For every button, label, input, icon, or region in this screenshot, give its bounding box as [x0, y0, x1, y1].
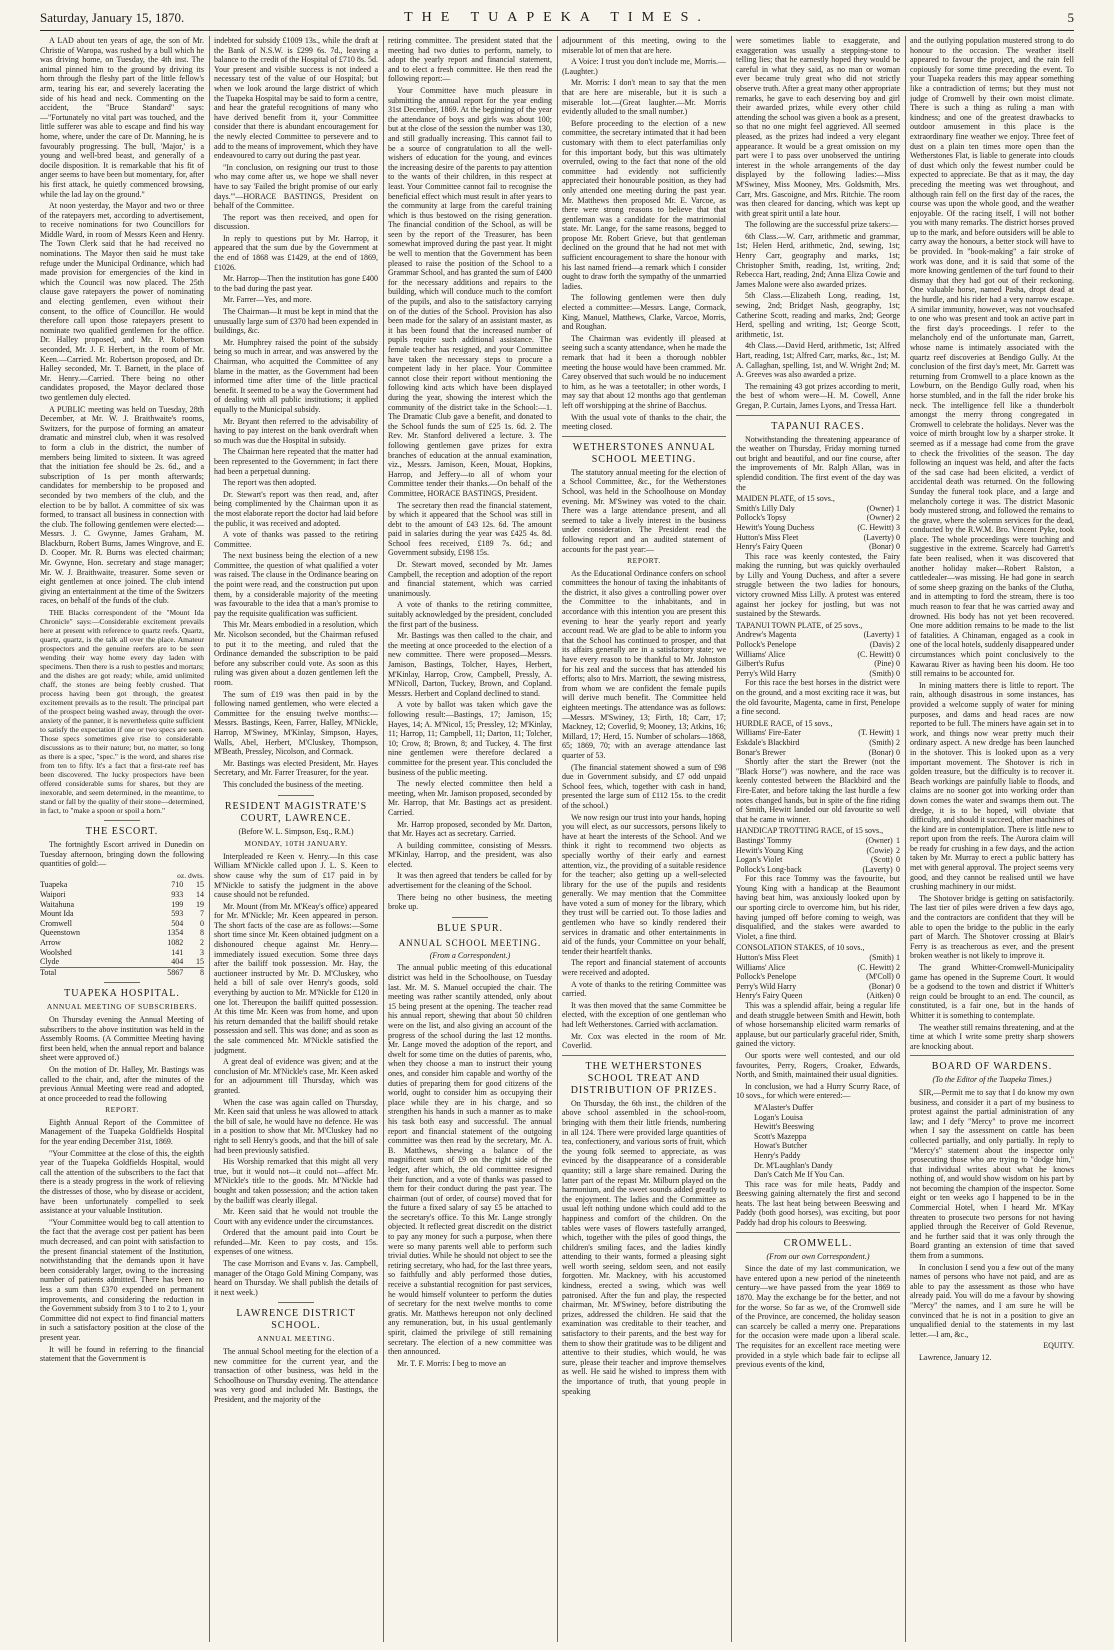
- escort-row-cell: 8: [183, 967, 204, 977]
- heading-blue-spur: BLUE SPUR.: [436, 922, 504, 934]
- race-entry: [736, 972, 900, 982]
- escort-row-cell: 15: [196, 957, 204, 967]
- escort-row: [40, 909, 204, 919]
- race-entry-cell: Andrew's Magenta: [736, 630, 797, 640]
- hospital-para: indebted for subsidy £1009 13s., while the draft at the Bank of N.S.W. is £299 6s. 7d., leaving a balance to the credit of the Hospital of £710 8s. 5d. Your present and visible success is not indeed a necessary test of the value of our Hospital; but when we look around the large district of which the Tuapeka Hospital may be said to form a centre, and hear the grateful recognitions of many who have derived benefit from it, your Committee consider that there is abundant encouragement for the newly elected Committee to persevere and to add to the means of improvement, which they have endeavoured to carry out during the past year.: [214, 36, 378, 161]
- escort-row: [40, 967, 204, 977]
- race-entry-cell: (Laverty): [863, 532, 894, 542]
- race-entry-cell: Pollock's Penelope: [736, 640, 797, 650]
- race-entry-cell: (Laverty): [862, 864, 893, 874]
- report-label: REPORT.: [627, 556, 661, 566]
- hospital-para: "Your Committee would beg to call attention to the fact that the average cost per patient has been much decreased, and can point with satisfaction to the present financial statement of the Institution, notwithstanding that the demands upon it have been considerably larger, owing to the increasing number of patients admitted. There has been no less a sum than £370 expended on permanent improvements, and considering the reduction in the Government subsidy from 3 to 1 to 2 to 1, your Committee did not expect to find financial matters in such a satisfactory position at the close of the present year.: [40, 1217, 204, 1342]
- race-results: [736, 504, 900, 552]
- escort-row-cell: 5867: [142, 967, 184, 977]
- court-para: Mr. Mount (from Mr. M'Keay's office) appeared for Mr. M'Nickle; Mr. Keen appeared in person. The short facts of the case are as follows:—Some short time since Mr. Keen obtained judgment on a dishonoured cheque against Mr. Henry—immediately issued execution. Some three days after the bailiff took possession. Mr. Hay, the auctioneer instructed by Mr. D. M'Cluskey, who held a bill of sale over Henry's goods, sold everything by auction to Mr. M'Nickle for £120 in one lot. Thereupon the bailiff quitted possession. At this time Mr. Keen was from home, and upon his return demanded that the bailiff should retake possession and sell. This was done; and as soon as the sale commenced Mr. M'Nickle satisfied the judgment.: [214, 901, 378, 1055]
- race-results: [736, 630, 900, 678]
- cromwell-para: In mining matters there is little to report. The rain, although disastrous in some instances, has provided a welcome supply of water for mining purposes, and dams and head races are now reported to be full. The miners have again set in to work, and things now wear pretty much their ordinary aspect. A new dredge has been launched in the shotover. This is looked upon as a very important movement. The Shotover is rich in golden treasure, but the difficulty is to recover it. Beach workings are painfully liable to floods, and claims are no sooner got into working order than down comes the water and swamps them out. The dredge, it is to be hoped, will obviate that difficulty, and should it succeed, other machines of the kind are in contemplation. There is little new to report upon from the reefs. The Aurora claim will be ready for crushing in a few days, and the action taken by Mr. Murray to erect a public battery has met with general approval. The project seems very good, and they cannot be realised until we have crushing machinery in our midst.: [910, 680, 1074, 892]
- race-entry-cell: 1: [896, 503, 900, 513]
- hospital-para: It will be found in referring to the financial statement that the Government is: [40, 1344, 204, 1364]
- heading-escort: THE ESCORT.: [85, 826, 159, 838]
- article-bull: A LAD about ten years of age, the son of Mr. Christie of Waropa, was rushed by a bull which he was driving home, on Tuesday, the 4th inst. The animal pinned him to the ground by driving its horn through the fleshy part of the little fellow's arm, tearing his ear, and severely lacerating the side of his head and neck. Commenting on the accident, the "Bruce Standard" says:—"Fortunately no vital part was touched, and the little sufferer was able to escape and find his way home, where, under the care of Dr. Manning, he is favourably progressing. The bull, 'Major,' is a young and well-bred beast, and generally of a docile disposition. It is remarkable that his fit of anger seems to have been but momentary, for, after his first attack, he quietly commenced browsing, while the lad lay on the ground.": [40, 36, 204, 199]
- hospital-para: The Chairman here repeated that the matter had been represented to the Government; in fact there had been a perpetual dunning.: [214, 447, 378, 476]
- race-title: CONSOLATION STAKES, of 10 sovs.,: [736, 943, 865, 953]
- race-entry: [736, 630, 900, 640]
- letter-signature: EQUITY.: [1043, 1341, 1074, 1351]
- escort-row: [40, 919, 204, 929]
- divider: [278, 1302, 314, 1303]
- race-entry-cell: (Davis): [869, 640, 894, 650]
- divider: [736, 1232, 900, 1233]
- escort-row: [40, 880, 204, 890]
- wetherstones-para: We now resign our trust into your hands, hoping you will elect, as our successors, persons likely to have at heart the interests of the School. And we think it right to recommend two objects as specially worthy of their early and earnest attention, viz., the providing of a suitable residence for the teacher; also getting up a well-selected library for the use of the pupils and residents generally. We may mention that the Committee have voted a sum of money for the library, which they trust will be carried out. To those ladies and gentlemen who have so kindly rendered their services in dramatic and other entertainments in aid of the funds, your Committee on your behalf, tender their heartfelt thanks.: [562, 812, 726, 956]
- column-rule: [209, 36, 210, 1642]
- escort-row-cell: 2: [200, 937, 204, 947]
- race-entry-cell: 2: [896, 737, 900, 747]
- school-para: A building committee, consisting of Messrs. M'Kinlay, Harrop, and the president, was also elected.: [388, 840, 552, 869]
- school-para: The annual School meeting for the election of a new committee for the current year, and the transaction of other business, was held in the Schoolhouse on Thursday evening. The attendance was very good and included Mr. Bastings, the President, and the majority of the: [214, 1347, 378, 1404]
- prize-list: 4th Class.—David Herd, arithmetic, 1st; Alfred Hart, reading, 1st; Alfred Carr, marks, &c., 1st; M. A. Callaghan, spelling, 1st, and W. Wright 2nd; M. A. Greeves was also awarded a prize.: [736, 341, 900, 380]
- race-entry-cell: (C. Hewitt): [857, 522, 894, 532]
- escort-row-cell: Waitahuna: [40, 899, 75, 909]
- school-para: The newly elected committee then held a meeting, when Mr. Jamison proposed, seconded by Mr. Harrop, that Mr. Bastings act as president. Carried.: [388, 779, 552, 817]
- hospital-para: On Thursday evening the Annual Meeting of subscribers to the above institution was held in the Assembly Rooms. (A Committee Meeting having first been held, when the annual report and balance sheet were approved of.): [40, 1014, 204, 1063]
- race-entry-cell: (Bonar): [868, 747, 894, 757]
- column-rule: [905, 36, 906, 1642]
- blue-spur-para: The annual public meeting of this educational district was held in the Schoolhouse, on Tuesday last. Mr. M. S. Manuel occupied the chair. The meeting was rather scantily attended, only about 15 being present at the opening. The teacher read his annual report, shewing that about 50 children were on the list, and also giving an account of the progress of the school during the last 12 months. Mr. Lange moved the adoption of the report, and dwelt for some time on the duties of parents, who, when they choose a man to instruct their young ones, and consider him capable and worthy of the duties of preparing them for good citizens of the world, ought to consider him as occupying their place while they are in his charge, and so strengthen his hands in such a manner as to make his task both easy and successful. The annual report and financial statement of the outgoing committee was then read by the secretary, Mr. A. B. Matthews, shewing a balance of the magnificent sum of £9 on the right side of the ledger, after which, the old committee resigned their function, and a vote of thanks was passed to them for their conduct during the past year. The chairman (out of order, of course) moved that for the future a fixed salary of say £5 be attached to the secretary's office. To this Mr. Lange strongly objected. It reflected great discredit on the district to pay any money for such a purpose, when there were so many parents well able to perform such trivial duties. While he should not object to see the retiring secretary, who had, for the last three years, so faithfully and ably performed those duties, receive a substantial recognition for past services, he would himself volunteer to perform the duties of secretary for the next twelve months to come gratis. Mr. Matthews hereupon not only declined any remuneration, but, in his usual gentlemanly spirit, claimed the privilege of still remaining secretary. The election of a new committee was then announced.: [388, 963, 552, 1357]
- editor-note: (To the Editor of the Tuapeka Times.): [932, 1075, 1052, 1085]
- race-entry-cell: 1: [896, 953, 900, 963]
- race-entry-cell: Hutton's Miss Fleet: [736, 532, 799, 542]
- race-entry-cell: (M'Coll): [866, 972, 894, 982]
- race-entry-cell: Perry's Wild Harry: [736, 981, 797, 991]
- race-entry: [736, 748, 900, 758]
- hospital-para: The next business being the election of a new Committee, the question of what qualified a voter was raised. The clause in the Ordinance bearing on the point were read, and the construction put upon them, by a considerable majority of the meeting was favourable to the idea that a man's promise to pay the requisite qualification was sufficient.: [214, 551, 378, 618]
- escort-row-cell: Total: [40, 967, 142, 977]
- race-entry-cell: (T. Hewitt): [858, 728, 894, 738]
- heading-lawrence-school: LAWRENCE DISTRICT SCHOOL.: [236, 1308, 356, 1332]
- races-para: This race was for mile heats, Paddy and Beeswing gaining alternately the first and second heats. The last heat being between Beeswing and Paddy (both good horses), was exciting, but poor Paddy had drop his colours to Beeswing.: [736, 1179, 900, 1228]
- escort-row-cell: 15: [196, 880, 204, 890]
- hospital-para: "Your Committee at the close of this, the eighth year of the Tuapeka Goldfields Hospital, would call the attention of the subscribers to the fact that there is a steady progress in the work of relieving the distresses of those, who by disease or accident, have been unfortunately compelled to seek assistance at your valuable Institution.: [40, 1148, 204, 1216]
- race-title: TAPANUI TOWN PLATE, of 25 sovs.,: [736, 620, 863, 630]
- race-entry: [736, 728, 900, 738]
- race-entry: [736, 523, 900, 533]
- escort-row-cell: 199: [171, 899, 184, 909]
- school-para: Dr. Stewart moved, seconded by Mr. James Campbell, the reception and adoption of the report and financial statement, which was carried unanimously.: [388, 560, 552, 598]
- escort-row-cell: 593: [171, 909, 184, 919]
- race-entry-cell: (Owner): [866, 513, 894, 523]
- scurry-entry: Henry's Paddy: [754, 1150, 801, 1160]
- race-entry: [736, 513, 900, 523]
- race-entry: [736, 738, 900, 748]
- escort-row-cell: Clyde: [40, 957, 60, 967]
- page-number: 5: [1067, 10, 1074, 25]
- divider: [562, 436, 726, 437]
- races-para: Our sports were well contested, and our old favourites, Perry, Rogers, Croaker, Edwards, North, and Smith, maintained their usual dignities.: [736, 1050, 900, 1080]
- race-title: HURDLE RACE, of 15 sovs.,: [736, 718, 833, 728]
- school-para: A vote by ballot was taken which gave the following result:—Bastings, 17; Jamison, 15; Hayes, 14; A. M'Nicol, 15; Pressley, 12; M'Kinlay, 11; Harrop, 11; Campbell, 11; Darton, 11; Tolcher, 10; Crow, 8; Brown, 8; and Tuckey, 4. The first nine gentlemen were therefore declared a committee for the present year. This concluded the business of the public meeting.: [388, 700, 552, 777]
- race-entry-cell: Hewitt's Young Duchess: [736, 522, 815, 532]
- article-nominations: At noon yesterday, the Mayor and two or three of the ratepayers met, according to advertisement, to receive nominations for two Councillors for Middle Ward, in room of Messrs Keen and Henry. The Town Clerk said that he had received no nominations. The Mayor then said he must take refuge under the Municipal Ordinance, which had made provision for emergencies of the kind in which the Council was now placed. The 25th clause gave ratepayers the power of nominating and electing gentlemen, even without their consent, to the office of Councillor. He would therefore call upon those ratepayers present to nominate two qualified gentlemen for the office. Dr. Halley proposed, and Mr. P. Robertson seconded, Mr. J. F. Herbert, in the room of Mr. Keen.—Carried. Mr. Robertson proposed, and Dr. Halley seconded, Mr. T. Barnett, in the place of Mr. Henry.—Carried. There being no other candidates proposed, the Mayor declared those two gentlemen duly elected.: [40, 201, 204, 402]
- court-para: A great deal of evidence was given; and at the conclusion of Mr. M'Nickle's case, Mr. Keen asked for an adjournment till Thursday, which was granted.: [214, 1057, 378, 1095]
- divider: [104, 820, 140, 821]
- court-para: The case Morrison and Evans v. Jas. Campbell, manager of the Otago Gold Mining Company, was heard on Thursday. We shall publish the details of it next week.): [214, 1259, 378, 1297]
- escort-row-cell: 3: [200, 947, 204, 957]
- scurry-entry: M'Alaster's Duffer: [754, 1102, 814, 1112]
- escort-row: [40, 890, 204, 900]
- blue-spur-para: With the usual vote of thanks to the chair, the meeting closed.: [562, 412, 726, 432]
- race-entry-cell: Hutton's Miss Fleet: [736, 953, 799, 963]
- cromwell-para: and the outlying population mustered strong to do honour to the occasion. The weather itself appeared to favour the project, and the rain fell copiously for some time preceding the event. To your Tuapeka readers this may appear something like a contradiction of terms; but they must not judge of Cromwell by their own moist climate. There is such a thing as ruling a man with kindness; and one of the greatest drawbacks to outdoor amusement in this place is the extraordinary fine weather we enjoy. Three feet of dust on a plain ten times more open than the Wetherstones Flat, is liable to generate into clouds of dust which only the fewest number could be expected to appreciate. Be that as it may, the day preceding the meeting was wet throughout, and although rain fell on the first day of the races, the course was upon the whole good, and the weather enjoyable. Of the racing itself, I will not bother you with many remarks. The district horses proved up to the mark, and before outsiders will be able to carry away the honours, a better stock will have to be provided. In "book-making" a fair stroke of work was done, and it is said that some of the more knowing gentlemen of the turf found to their dismay that they had got out of their reckoning. One valuable horse, named Pasha, dropt dead at the hurdle, and his rider had a very narrow escape. A similar immunity, however, was not vouchsafed to one who was present and took an active part in the first day's proceedings. I refer to the melancholy end of the unfortunate man, Garrett, whose name is intimately associated with the quartz reef discoveries at Bendigo Gully. At the conclusion of the first day's meet, Mr. Garrett was returning from Cromwell to a place known as the Lowburn, on the Bendigo Gully road, when his horse stumbled, and in the fall the rider broke his neck. The intelligence fell like a thunderbolt amongst the merry throng congregated in Cromwell to celebrate the holidays. Never was the voice of mirth brought low by a sharper stroke. It seemed as if a message had come from the grave to check the frivolities of the season. The day following an inquest was held, and after the facts of the sad case had been elicited, a verdict of accidental death was returned. On the following Sunday the funeral took place, and a large and melancholy cortege it was. The district Masonic body mustered strong, and followed the remains to the grave, where the solemn services for the dead, conducted by the R.W.M. Bro. Vincent Pyke, took place. The whole proceedings were touching and suggestive in the extreme. Scarcely had Garrett's fate been realised, when it was discovered that another holiday maker—Robert Ralston, a cattledealer—was missing. He had gone in search of some sheep grazing on the banks of the Clutha, and in attempting to ford the stream, there is too much reason to fear that he was carried away and drowned. His body has not yet been recovered. One more addition remains to be made to the list of fatalities. A Chinaman, engaged as a cook in one of the local hotels, suddenly disappeared under circumstances which point conclusively to the Kawarau River as having been his doom. He too still remains to be accounted for.: [910, 36, 1074, 679]
- wetherstones-para: It was then moved that the same Committee be elected, with the exception of one gentleman who had left Wetherstones. Carried with acclamation.: [562, 1000, 726, 1029]
- school-para: Your Committee have much pleasure in submitting the annual report for the year ending 31st December, 1869. At the beginning of the year the attendance of boys and girls was about 100; but at the close of the session the number was 130, and still gradually increasing. This cannot fail to be a source of congratulation to all the well-wishers of education for the young, and evinces the increasing desire of the parents to pay attention to the wants of their children, in this respect at least. Your Committee cannot fail to recognise the beneficial effect which must result in after years to the community at large from the careful training which is thus bestowed on the rising generation. The financial condition of the School, as will be seen by the report of the Treasurer, has been somewhat improved during the past year. It might be well to mention that the Government has been pleased to raise the position of the School to a Grammar School, and has granted the sum of £400 for the necessary additions and repairs to the building, which will conduce much to the comfort of the pupils, and also to the satisfactory carrying on of the duties of the School. Provision has also been made for the salary of an assistant master, as it has been found that the increased number of pupils require such additional assistance. The female teacher has resigned, and your Committee have taken the necessary steps to procure a competent lady in her place. Your Committee cannot close their report without mentioning the following kind acts which have been displayed during the year, showing the interest which the community of the district take in the School:—1. The Dramatic Club gave a benefit, and donated to the School funds the sum of £25 1s. 6d. 2. The Rev. Mr. Stanford delivered a lecture. 3. The following gentlemen gave prizes for extra branches of education at the annual examination, viz., Messrs. Jamison, Keen, Mouat, Hopkins, Harrop, and Jeffery—to all of whom your Committee tender their thanks.—On behalf of the Committee, HORACE BASTINGS, President.: [388, 85, 552, 498]
- race-entry-cell: Pollock's Topsy: [736, 513, 787, 523]
- races-para: For this race the best horses in the district were on the ground, and a most exciting race it was, but the old favourite, Magenta, came in first, Penelope a fine second.: [736, 678, 900, 717]
- race-entry-cell: Hewitt's Young King: [736, 845, 804, 855]
- escort-row-cell: 7: [200, 909, 204, 919]
- escort-row-cell: 141: [171, 947, 184, 957]
- prize-list: 5th Class.—Elizabeth Long, reading, 1st, sewing, 2nd; Bridget Nash, geography, 1st; Catherine Scott, reading and marks, 2nd; George Herd, spelling and writing, 1st; George Scott, arithmetic, 1st.: [736, 291, 900, 339]
- race-entry-cell: 0: [896, 981, 900, 991]
- court-para: Mr. Keen said that he would not trouble the Court with any evidence under the circumstances.: [214, 1207, 378, 1226]
- escort-row: [40, 938, 204, 948]
- column-5: [736, 36, 900, 1642]
- escort-row-cell: 1354: [167, 928, 184, 938]
- hospital-para: Dr. Stewart's report was then read, and, after being complimented by the Chairman upon it as the most elaborate report the doctor had laid before the public, it was received and adopted.: [214, 489, 378, 528]
- heading-tapanui-races: TAPANUI RACES.: [771, 420, 865, 432]
- blue-spur-para: adjournment of this meeting, owing to the miserable lot of men that are here.: [562, 36, 726, 55]
- hospital-para: Mr. Bastings was elected President, Mr. Hayes Secretary, and Mr. Farrer Treasurer, for the year.: [214, 758, 378, 778]
- school-para: The secretary then read the financial statement, by which it appeared that the School was still in debt to the amount of £43 12s. 6d. The amount paid in salaries during the year was £425 4s. 8d. School fees received, £189 7s. 6d.; and Government subsidy, £198 15s.: [388, 500, 552, 558]
- race-entry-cell: Eskdale's Blackbird: [736, 737, 800, 747]
- correspondent-note: (From our own Correspondent.): [766, 1251, 870, 1261]
- hospital-para: In reply to questions put by Mr. Harrop, it appeared that the sum due by the Government at the end of 1868 was £1429, at the end of 1869, £1026.: [214, 233, 378, 272]
- race-entry-cell: 2: [896, 640, 900, 650]
- scurry-entry: Dr. M'Laughlan's Dandy: [754, 1160, 833, 1170]
- race-entry-cell: (Pine): [874, 659, 894, 669]
- race-entry-cell: 1: [896, 630, 900, 640]
- hospital-para: The report was then adopted.: [223, 478, 317, 488]
- race-entry-cell: (Scott): [870, 855, 893, 865]
- escort-row-cell: 14: [196, 890, 204, 899]
- column-2: [214, 36, 378, 1642]
- race-entry-cell: Henry's Fairy Queen: [736, 542, 803, 552]
- race-title: HANDICAP TROTTING RACE, of 15 sovs.,: [736, 826, 884, 836]
- race-entry-cell: 0: [896, 972, 900, 982]
- race-entry-cell: Pollock's Penelope: [736, 972, 797, 982]
- cromwell-para: Since the date of my last communication, we have entered upon a new period of the nineteenth century—we have passed from the year 1869 to 1870. May the exchange be for the better, and not for the worse. So far as we, of the Cromwell side of the Province, are concerned, the holiday season can scarcely be called a merry one. Preparations for the occasion were made upon a liberal scale. The requisites for an excellent race meeting were provided in a style which bade fair to eclipse all previous events of the kind,: [736, 1264, 900, 1370]
- rm-date: MONDAY, 10TH JANUARY.: [244, 839, 348, 849]
- race-entry-cell: 0: [896, 532, 900, 542]
- race-entry-cell: Henry's Fairy Queen: [736, 991, 803, 1001]
- school-para: It was then agreed that tenders be called for by advertisement for the cleaning of the School.: [388, 871, 552, 891]
- column-1: [40, 36, 204, 1642]
- races-para: This was a splendid affair, being a regular life and death struggle between Smith and Hewitt, both of whose horsemanship elicited warm remarks of applause, but our particularly graceful rider, Smith, gained the victory.: [736, 1001, 900, 1049]
- escort-units: oz. dwts.: [177, 870, 204, 880]
- scurry-entry: Dan's Catch Me If You Can.: [754, 1170, 845, 1180]
- subheading-annual-meeting: ANNUAL MEETING.: [257, 1334, 335, 1344]
- race-entry: [736, 504, 900, 514]
- scurry-entry: Logan's Louisa: [754, 1112, 803, 1122]
- cromwell-para: The Shotover bridge is getting on satisfactorily. The last tier of piles were driven a few days ago, and the contractors are confident that they will be able to open the bridge to the public in the early part of March. The Shotover crossing at Blair's Ferry is as treacherous as ever, and the present broken weather is not likely to improve it.: [910, 893, 1074, 961]
- race-entry-cell: 0: [896, 649, 900, 659]
- heading-school-treat: THE WETHERSTONES SCHOOL TREAT AND DISTRIBUTION OF PRIZES.: [570, 1060, 718, 1096]
- hospital-para: Eighth Annual Report of the Committee of Management of the Tuapeka Goldfields Hospital for the year ending December 31st, 1869.: [40, 1117, 204, 1147]
- treat-para: On Thursday, the 6th inst., the children of the above school assembled in the school-room, bringing with them their little friends, numbering in all 124. There were provided large quantities of tea, confectionery, and various sorts of fruit, which the young folk seemed to appreciate, as was evinced by the disappearance of a considerable quantity; still a large share remained. During the latter part of the repast Mr. Milburn played on the harmonium, and the sweet sounds added greatly to the enjoyment. The ladies and the Committee as usual left nothing undone which could add to the happiness and comfort of the children. On the tables were vases of flowers tastefully arranged, which, together with the piles of good things, the children's smiling faces, and the ladies kindly attending to their wants, formed a pleasing sight well worth seeing, seldom seen, and not easily forgotten. Mr. Mackney, with his accustomed kindness, erected a swing, which was well patronised. After the fun and play, the respected chairman, Mr. M'Swiney, before distributing the prizes, addressed the children. He said that the examination was creditable to their teacher, and satisfactory to their parents, and the best way for them to show their gratitude was to be diligent and attentive to their studies, which would, he was sure, please their teacher and improve themselves as well. He said he wished to impress them with the importance of truth, that young people in speaking: [562, 1098, 726, 1396]
- races-para: For this race Tommy was the favourite, but Young King with a handicap at the Beaumont having beat him, was anxiously looked upon by our sporting circle to overcome him, but his rider, having jumped off before coming to weigh, was disqualified, and the stakes were awarded to Violet, a fine third.: [736, 874, 900, 941]
- escort-row-cell: 710: [171, 880, 184, 890]
- hospital-para: The Chairman—It must be kept in mind that the unusually large sum of £370 had been expended in buildings, &c.: [214, 307, 378, 336]
- race-entry: [736, 953, 900, 963]
- race-entry-cell: Gilbert's Rufus: [736, 659, 785, 669]
- court-para: Ordered that the amount paid into Court be refunded—Mr. Keen to pay costs, and 15s. expenses of one witness.: [214, 1228, 378, 1257]
- columns: [40, 36, 1074, 1642]
- rm-before: (Before W. L. Simpson, Esq., R.M.): [238, 826, 354, 836]
- race-entry: [736, 991, 900, 1001]
- divider: [452, 917, 488, 918]
- column-rule: [731, 36, 732, 1642]
- treat-para: The following are the successful prize takers:—: [745, 220, 899, 230]
- races-para: In conclusion, we had a Hurry Scurry Race, of 10 sovs., for which were entered:—: [736, 1081, 900, 1101]
- column-rule: [557, 36, 558, 1642]
- heading-cromwell: CROMWELL.: [783, 1237, 853, 1249]
- escort-row-cell: Mount Ida: [40, 909, 74, 919]
- race-results: [736, 836, 900, 874]
- hospital-para: "In conclusion, on resigning our trust to those who may come after us, we hope we shall never have to say 'Failed the bright promise of our early days.'"—HORACE BASTINGS, President on behalf of the Committee.: [214, 162, 378, 211]
- school-para: There being no other business, the meeting broke up.: [388, 892, 552, 912]
- escort-row-cell: 404: [171, 957, 184, 967]
- hospital-para: Mr. Humphrey raised the point of the subsidy being so much in arrear, and was answered by the Chairman, who acquitted the Committee of any blame in the matter, as the Government had been informed time after time of the little practical benefit. It seemed to be a way the Government had of dealing with all public institutions; it applied equally to the Municipal subsidy.: [214, 337, 378, 414]
- race-entry-cell: (Bonar): [868, 981, 894, 991]
- race-entry-cell: Smith's Lilly Daly: [736, 503, 795, 513]
- newspaper-title: THE TUAPEKA TIMES.: [404, 10, 710, 25]
- school-para: Mr. Bastings was then called to the chair, and the meeting at once proceeded to the election of a new committee. There were proposed—Messrs. Jamison, Bastings, Tolcher, Hayes, Herbert, M'Kinlay, Harrop, Crow, Campbell, Pressly, A. M'Nicoll, Darton, Tuckey, Brown, and Copland. Messrs. Herbert and Copland declined to stand.: [388, 631, 552, 698]
- race-entry: [736, 542, 900, 552]
- wetherstones-para: The statutory annual meeting for the election of a School Committee, &c., for the Wetherstones School, was held in the Schoolhouse on Monday evening. Mr. M'Swiney was voted to the chair. There was a large attendance present, and all seemed to take a lively interest in the business under consideration. The President read the following report and an audited statement of accounts for the past year:—: [562, 467, 726, 554]
- wetherstones-para: A vote of thanks to the retiring Committee was carried.: [562, 979, 726, 999]
- race-entry-cell: (Aitken): [866, 991, 894, 1001]
- escort-row: [40, 948, 204, 958]
- treat-para: were sometimes liable to exaggerate, and exaggeration was usually a stepping-stone to telling lies; that he earnestly hoped they would be careful in what they said, as no man or woman ever became truly great who did not strictly observe truth. After a great many other appropriate remarks, he gave to each deserving boy and girl their awarded prizes, while every other child attending the school was given a book as a present, so that no one might feel aggrieved. All seemed pleased, as the prizes had indeed a very elegant appearance. It would be a great omission on my part were I to pass over unobserved the untiring interest in the whole arrangements of the day displayed by the following ladies:—Miss M'Swiney, Miss Mooney, Mrs. Goldsmith, Mrs. Carr, Mrs. Gascoigne, and Mrs. Ritchie. The room was then cleared for dancing, which was kept up with great spirit until a late hour.: [736, 36, 900, 218]
- blue-spur-para: Mr. Morris: I don't mean to say that the men that are here are miserable, but it is such a miserable lot.—(Great laughter.—Mr. Morris evidently alluded to the small number.): [562, 78, 726, 117]
- school-para: Mr. Harrop proposed, seconded by Mr. Darton, that Mr. Hayes act as secretary. Carried.: [388, 819, 552, 839]
- race-entry: [736, 982, 900, 992]
- escort-table: [40, 880, 204, 977]
- hurry-scurry-entries: [736, 1103, 900, 1180]
- race-entry-cell: (Cowie): [866, 845, 893, 855]
- scurry-entry: Scott's Mazeppa: [754, 1131, 807, 1141]
- escort-row-cell: Woolshed: [40, 947, 72, 957]
- race-entry-cell: 2: [896, 513, 900, 523]
- heading-board-of-wardens: BOARD OF WARDENS.: [931, 1061, 1053, 1073]
- escort-row-cell: 8: [200, 928, 204, 938]
- issue-date: Saturday, January 15, 1870.: [40, 10, 185, 25]
- race-entry: [736, 640, 900, 650]
- column-6: [910, 36, 1074, 1642]
- race-entry: [736, 650, 900, 660]
- prize-list: 6th Class.—W. Carr, arithmetic and grammar, 1st; Helen Herd, arithmetic, 2nd, sewing, 1st; Henry Carr, geography and marks, 1st; Christopher Smith, reading, 1st, writing, 2nd; Rebecca Hart, reading, 2nd; Anna Eliza Cowie and James Malone were also awarded prizes.: [736, 231, 900, 289]
- hospital-para: Mr. Farrer—Yes, and more.: [223, 295, 312, 305]
- divider: [278, 795, 314, 796]
- blue-spur-para: A Voice: I trust you don't include me, Morris.—(Laughter.): [562, 57, 726, 76]
- race-entry-cell: (Smith): [869, 668, 894, 678]
- subheading-blue-spur: ANNUAL SCHOOL MEETING.: [398, 937, 542, 948]
- cromwell-para: The weather still remains threatening, and at the time at which I write some pretty sharp showers are knocking about.: [910, 1022, 1074, 1051]
- race-entry-cell: (Owner): [865, 835, 893, 845]
- race-entry-cell: (C. Hewitt): [857, 649, 894, 659]
- blue-spur-para: Mr. T. F. Morris: I beg to move an: [397, 1358, 507, 1368]
- hospital-para: Mr. Bryant then referred to the advisability of having to pay interest on the bank overdraft when so much was due the Hospital in subsidy.: [214, 416, 378, 445]
- escort-row-cell: Cromwell: [40, 918, 72, 928]
- school-para: A vote of thanks to the retiring committee, suitably acknowledged by the president, concluded the first part of the business.: [388, 600, 552, 629]
- race-entry: [736, 669, 900, 679]
- correspondent-note: (From a Correspondent.): [429, 950, 511, 960]
- race-title: MAIDEN PLATE, of 15 sovs.,: [736, 494, 835, 504]
- hospital-para: The sum of £19 was then paid in by the following named gentlemen, who were elected a Committee for the ensuing twelve months:—Messrs. Bastings, Keen, Farrer, Halley, M'Nickle, Harrop, M'Swiney, M'Kinlay, Simpson, Hayes, Walls, Abel, Herbert, M'Cluskey, Thompson, M'Beath, Pressley, Nicolson, and Cormack.: [214, 689, 378, 757]
- escort-row-cell: 504: [171, 918, 184, 928]
- prize-list: The remaining 43 got prizes according to merit, the best of whom were—H. M. Cowell, Anne Gregan, P. Curtain, James Lyons, and Tressa Hart.: [736, 381, 900, 410]
- escort-row-cell: 19: [196, 899, 204, 909]
- divider: [910, 1055, 1074, 1056]
- hospital-para: Mr. Harrop—Then the institution has gone £400 to the bad during the past year.: [214, 274, 378, 293]
- heading-wetherstones-meeting: WETHERSTONES ANNUAL SCHOOL MEETING.: [572, 441, 716, 465]
- blue-spur-para: The Chairman was evidently ill pleased at seeing such a scanty attendance, when he made the remark that had it been a thorough nobbler meeting the house would have been crammed. Mr. Carey observed that such would be no inducement to him, as he was a teetotaller; in other words, I may say that about 12 months ago that gentleman left off worshipping at the shrine of Bacchus.: [562, 333, 726, 410]
- race-entry: [736, 533, 900, 543]
- divider: [104, 982, 140, 983]
- race-entry-cell: Williams' Fire-Eater: [736, 728, 801, 738]
- race-entry-cell: Bastings' Tommy: [736, 835, 792, 845]
- scurry-entry: Hewitt's Beeswing: [754, 1122, 814, 1132]
- race-results: [736, 953, 900, 1001]
- race-entry-cell: (Laverty): [863, 630, 894, 640]
- divider: [562, 1055, 726, 1056]
- column-4: [562, 36, 726, 1642]
- blue-spur-para: The following gentlemen were then duly elected a committee:—Messrs. Lange, Cormack, King, Manuel, Matthews, Clarke, Varcoe, Morris, and Roughan.: [562, 293, 726, 332]
- subheading-hospital: ANNUAL MEETING OF SUBSCRIBERS.: [46, 1002, 198, 1012]
- race-entry-cell: Williams' Alice: [736, 649, 786, 659]
- hospital-para: This Mr. Mears embodied in a resolution, which Mr. Nicolson seconded, but the Chairman refused to put it to the meeting, and ruled that the Ordinance demanded the subscription to be paid before any subscriber could vote. As soon as this ruling was given about a dozen gentlemen left the room.: [214, 620, 378, 687]
- escort-row-cell: 0: [200, 918, 204, 928]
- masthead: [40, 6, 1074, 31]
- race-entry-cell: 1: [896, 728, 900, 738]
- escort-row-cell: Arrow: [40, 937, 61, 947]
- school-para: retiring committee. The president stated that the meeting had two duties to perform, namely, to adopt the yearly report and financial statement, and to elect a fresh committee. He then read the following report:—: [388, 36, 552, 84]
- wetherstones-para: (The financial statement showed a sum of £98 due in Government subsidy, and £7 odd unpaid School fees, which, together with cash in hand, presented the large sum of £112 15s. to the credit of the school.): [562, 762, 726, 810]
- race-entry: [736, 963, 900, 973]
- heading-hospital: TUAPEKA HOSPITAL.: [64, 988, 180, 1000]
- blue-spur-para: Before proceeding to the election of a new committee, the secretary intimated that it had been customary with them to elect paterfamilias only for this important body, but this was ultimately overruled, owing to the fact that none of the old committee had evidently not sufficiently appreciated their honourable position, as they had only attended one meeting during the past year. Mr. Matthews then proposed Mr. E. Varcoe, as there were strong reasons to believe that that gentleman was a candidate for the matrimonial state. Mr. Lange, for the same reasons, begged to propose Mr. Robert Grieve, but that gentleman declined on the ground that he had not met with sufficient encouragement to share the honour with his last named friend—a remark which I consider ought to draw forth the sympathy of the unmarried ladies.: [562, 118, 726, 291]
- cromwell-para: The grand Whitter-Cromwell-Municipality game has opened in the Supreme Court. It would be a godsend to the town and district if Whitter's reign could be brought to an end. The council, as constituted, is a fair one, but in the hands of Whitter it is something to contemplate.: [910, 963, 1074, 1020]
- article-dramatic-club: A PUBLIC meeting was held on Tuesday, 28th December, at Mr. W. J. Braithwaite's rooms, Switzers, for the purpose of forming an amateur dramatic and minstrel club, when it was resolved to form a club in the district, the number of members being limited to sixteen. It was agreed that the initiation fee should be 2s. 6d., and a subscription of 1s per month afterwards; candidates for membership to be proposed and seconded by two members of the club, and the election to be by ballot. A committee of six was formed, to transact all business in connection with the club. The following gentlemen were elected:—Messrs. J. C. Gwynne, James Graham, M. Blackburn, Robert Burns, James Wingrove, and E. D. Cooper. Mr. R. Burns was elected chairman; Mr. Gwynne, Hon. secretary and stage manager; Mr. W. J. Braithwaite, treasurer. Some seven or eight gentlemen at once joined. The club intend giving an entertainment at the time of the Switzers races, on behalf of the funds of the club.: [40, 404, 204, 606]
- escort-row-cell: 933: [171, 890, 184, 899]
- races-para: Shortly after the start the Brewer (not the "Black Horse") was nowhere, and the race was keenly contested between the Blackbird and the Fire-Eater, and before taking the last hurdle a few notes changed hands, but in spite of the fine riding of Smith, Hewitt landed our old favourite so well that he came in winner.: [736, 757, 900, 824]
- race-entry: [736, 836, 900, 846]
- race-entry-cell: 2: [896, 962, 900, 972]
- race-entry-cell: 0: [896, 747, 900, 757]
- wetherstones-para: The report and financial statement of accounts were received and adopted.: [562, 958, 726, 978]
- race-entry-cell: (Bonar): [868, 542, 894, 552]
- race-entry-cell: 3: [896, 522, 900, 532]
- race-entry: [736, 846, 900, 856]
- race-entry-cell: 0: [896, 855, 900, 865]
- escort-row-cell: 1082: [167, 937, 184, 947]
- race-entry-cell: Bonar's Brewer: [736, 747, 786, 757]
- race-entry-cell: 0: [896, 864, 900, 874]
- race-entry: [736, 865, 900, 875]
- court-para: His Worship remarked that this might all very true, but it would not—it could not—affect Mr. M'Nickle's title to the goods. Mr. M'Nickle had bought and taken possession; and the action taken by the bailiff was clearly illegal.: [214, 1157, 378, 1205]
- escort-row: [40, 928, 204, 938]
- race-entry-cell: Williams' Alice: [736, 962, 786, 972]
- escort-row-cell: Queenstown: [40, 928, 80, 938]
- letter-para: SIR,—Permit me to say that I do know my own business, and consider it a part of my business to protest against the partial administration of any law; and I defy "Mercy" to prove me incorrect when I say the assessment on cattle has been collected partially, and only partially. In reply to "Mercy's" statement about the inspector only prosecuting those who are trying to "dodge him," that individual writes about what he knows nothing of, and would show wisdom on his part by not becoming the champion of the inspector. Some eight or ten weeks ago I happened to be in the Commercial Hotel, when I heard Mr. M'Kay threaten to prosecute two persons for not having applied through the Receiver of Gold Revenue, and he further said that it was only through the Board granting an extension of time that saved them from a summons.: [910, 1087, 1074, 1261]
- letter-para: In conclusion I send you a few out of the many names of persons who have not paid, and are as able to pay the assessment as those who have already paid. You will do me a favour by showing "Mercy" the names, and I am sure he will be convinced that he is not in a position to give an unqualified denial to the statements in my last letter.—I am, &c.,: [910, 1262, 1074, 1339]
- divider: [736, 415, 900, 416]
- race-entry-cell: 0: [896, 659, 900, 669]
- escort-intro: The fortnightly Escort arrived in Dunedin on Tuesday afternoon, bringing down the following quantities of gold:—: [40, 840, 204, 869]
- hospital-para: This concluded the business of the meeting.: [223, 779, 364, 789]
- race-entry-cell: (Smith): [869, 737, 894, 747]
- court-para: Interpleaded re Keen v. Henry.—In this case William M'Nickle called upon J. L. S. Keen to show cause why the sum of £17 paid in by M'Nickle to satisfy the judgment in the above cause should not be refunded.: [214, 851, 378, 900]
- hospital-para: The report was then received, and open for discussion.: [214, 212, 378, 232]
- escort-row: [40, 900, 204, 910]
- escort-row-cell: Waipori: [40, 890, 66, 899]
- wetherstones-para: Mr. Cox was elected in the room of Mr. Coverlid.: [562, 1031, 726, 1051]
- column-3: [388, 36, 552, 1642]
- wetherstones-para: As the Educational Ordinance confers on school committees the honour of taxing the inhabitants of the district, it also gives a controlling power over the Committee to the inhabitants, and in accordance with this intention you are present this evening to hear the yearly report and yearly account read. We are glad to be able to inform you that the School has continued to prosper, and that its affairs generally are in a satisfactory state; we have every reason to be thankful to Mr. Johnston for his zeal and the success that has attended his efforts; also to Mrs. Marriott, the sewing mistress, from whom we are confident the female pupils will derive much benefit. The Committee held eighteen meetings. The attendance was as follows:—Messrs. M'Swiney, 13; Firth, 18; Carr, 17; Mackney, 12; Coverlid, 9; Mooney, 13; Atkins, 16; Millard, 17; Herd, 15. Number of scholars—1868, 65; 1869, 70; with an average attendance last quarter of 53.: [562, 568, 726, 760]
- race-entry-cell: Logan's Violet: [736, 855, 783, 865]
- race-entry-cell: Pollock's Long-back: [736, 864, 802, 874]
- race-entry: [736, 659, 900, 669]
- race-entry-cell: (Owner): [866, 503, 894, 513]
- report-label: REPORT.: [105, 1105, 139, 1115]
- races-para: This race was keenly contested, the Fairy making the running, but was quickly overhauled by Lilly and Young Duchess, and after a severe struggle between the two ladies for honours, victory crowned Miss Lilly. A protest was entered against her jockey for jostling, but was not sustained by the Stewards.: [736, 551, 900, 619]
- race-entry-cell: 1: [896, 835, 900, 845]
- race-entry-cell: (C. Hewitt): [857, 962, 894, 972]
- escort-row: [40, 957, 204, 967]
- hospital-para: A vote of thanks was passed to the retiring Committee.: [214, 530, 378, 549]
- heading-rm-court: RESIDENT MAGISTRATE'S COURT, LAWRENCE.: [224, 800, 368, 824]
- column-rule: [383, 36, 384, 1642]
- race-entry-cell: 0: [896, 542, 900, 552]
- letter-dateline: Lawrence, January 12.: [919, 1352, 992, 1362]
- race-results: [736, 728, 900, 757]
- race-entry-cell: 2: [896, 845, 900, 855]
- scurry-entry: Howat's Butcher: [754, 1141, 808, 1151]
- court-para: When the case was again called on Thursday, Mr. Keen said that unless he was allowed to attack the bill of sale, he would have no defence. He was in a position to show that Mr. M'Cluskey had no right to sell Henry's goods, and that the bill of sale had been previously satisfied.: [214, 1097, 378, 1155]
- escort-row-cell: Tuapeka: [40, 880, 68, 890]
- race-entry-cell: (Smith): [869, 953, 894, 963]
- race-entry-cell: Perry's Wild Harry: [736, 668, 797, 678]
- article-quartz: THE Blacks correspondent of the "Mount Ida Chronicle" says:—Considerable excitement prevails here at present with reference to quartz reefs. Quartz, quartz, quartz, is the talk all over the place. Amateur prospectors and the genuine reefers are to be seen wending their way home every day laden with specimens. Then there is a rush to pestles and mortars; and the dishes are got ready; while, amid unlimited chaff, the stones are being feebly crushed. That process having been got through, the greatest excitement prevails as to the result. The principal part of the prospect being washed away, through the over-anxiety of the panner, it is nevertheless quite sufficient to satisfy the expectation if one or two specs are seen. Those specs sometimes give rise to considerable discussions as to their nature; but, no matter, so long as there is a spec, "spec." is the word, and shares rise from ten to fifty. It's a fact that a first-rate reef has been discovered. The lucky prospectors have been offered considerable sums for shares, but they are inexorable, and seem determined, in the meantime, to stand or fall by the quality of their stone—determined, in fact, to "make a spoon or spoil a horn.": [40, 608, 204, 816]
- race-entry: [736, 855, 900, 865]
- races-para: Notwithstanding the threatening appearance of the weather on Thursday, Friday morning turned out bright and beautiful, and our fine course, after the improvements of Mr. Ralph Allan, was in splendid condition. The first event of the day was the: [736, 434, 900, 492]
- hospital-para: On the motion of Dr. Halley, Mr. Bastings was called to the chair, and, after the minutes of the previous Annual Meeting were read and adopted, at once proceeded to read the following: [40, 1064, 204, 1103]
- race-entry-cell: 0: [896, 668, 900, 678]
- race-entry-cell: 0: [896, 991, 900, 1001]
